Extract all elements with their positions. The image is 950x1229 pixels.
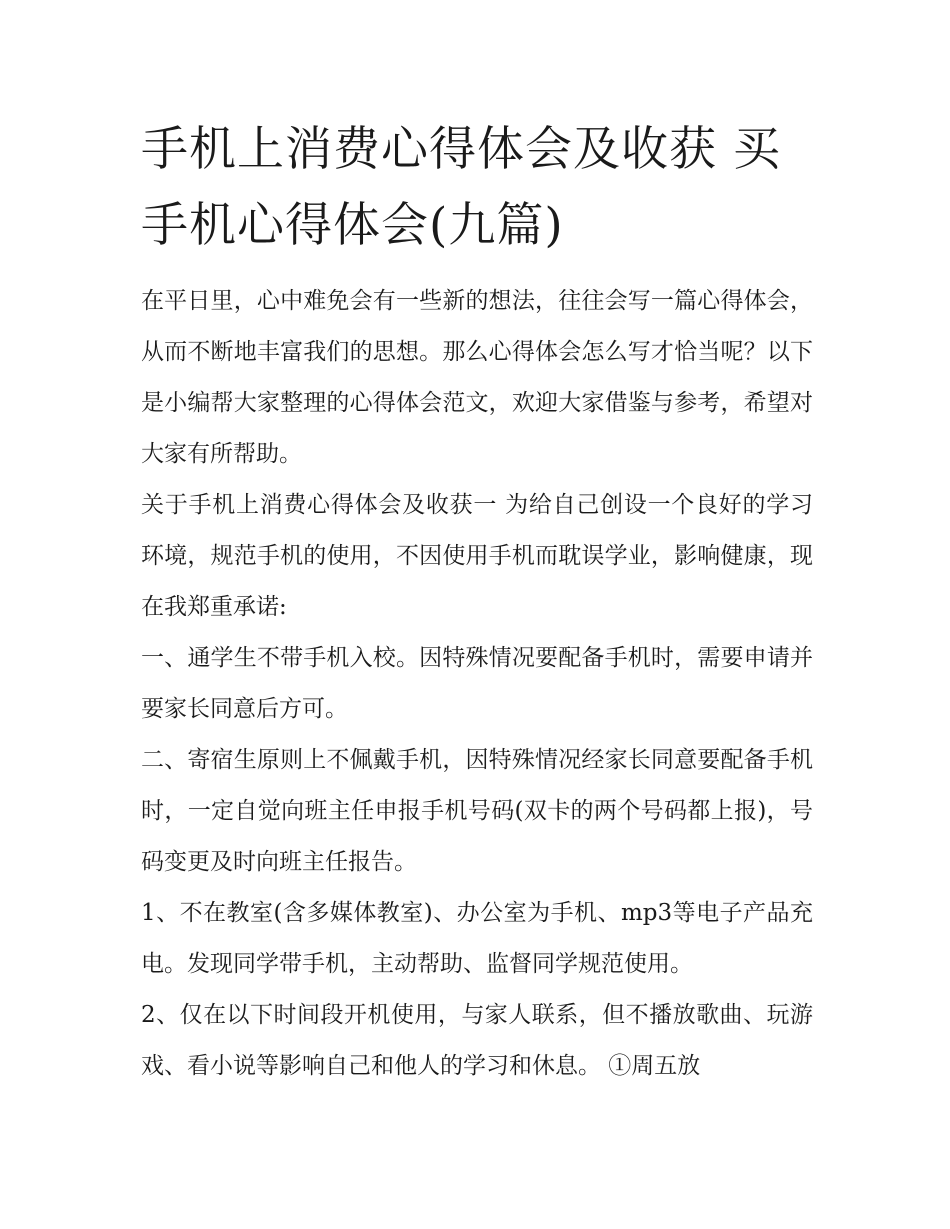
paragraph-intro: 在平日里，心中难免会有一些新的想法，往往会写一篇心得体会，从而不断地丰富我们的思想。那么心得体会怎么写才恰当呢？以下是小编帮大家整理的心得体会范文，欢迎大家借鉴与参考，希望对大家有所帮助。 <box>141 288 813 467</box>
paragraph-section-one: 关于手机上消费心得体会及收获一 为给自己创设一个良好的学习环境，规范手机的使用，不因使用手机而耽误学业，影响健康，现在我郑重承诺: <box>141 492 813 620</box>
paragraph-item-2: 2、仅在以下时间段开机使用，与家人联系，但不播放歌曲、玩游戏、看小说等影响自己和他人的学习和休息。 ①周五放 <box>141 1002 813 1079</box>
document-page <box>141 112 813 1092</box>
paragraph-rule-one: 一、通学生不带手机入校。因特殊情况要配备手机时，需要申请并要家长同意后方可。 <box>141 645 813 722</box>
document-title: 手机上消费心得体会及收获 买手机心得体会(九篇) <box>141 122 781 253</box>
paragraph-item-1: 1、不在教室(含多媒体教室)、办公室为手机、mp3等电子产品充电。发现同学带手机，主动帮助、监督同学规范使用。 <box>141 900 813 977</box>
paragraph-rule-two: 二、寄宿生原则上不佩戴手机，因特殊情况经家长同意要配备手机时，一定自觉向班主任申报手机号码(双卡的两个号码都上报)，号码变更及时向班主任报告。 <box>141 747 813 875</box>
